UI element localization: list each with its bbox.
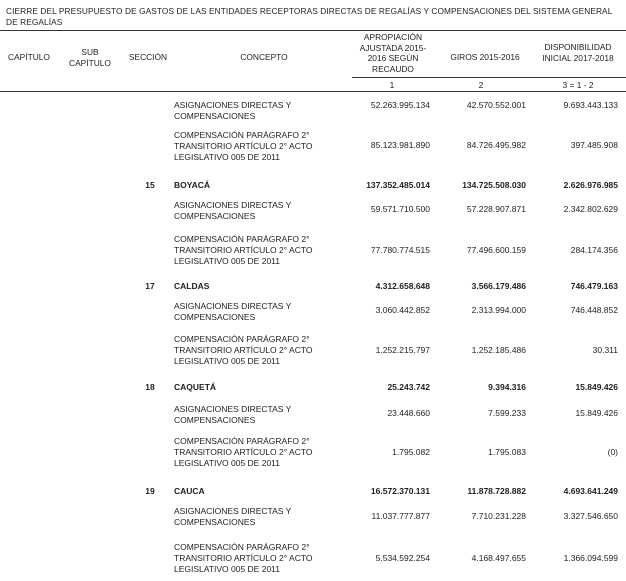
row-giros: 2.313.994.000 xyxy=(471,305,526,315)
header-num-1: 1 xyxy=(389,80,395,90)
header-seccion: SECCIÓN xyxy=(128,52,168,62)
row-apropiacion: 23.448.660 xyxy=(387,408,430,418)
row-giros: 84.726.495.982 xyxy=(466,140,526,150)
row-giros: 1.795.083 xyxy=(488,447,526,457)
header-apropiacion: APROPIACIÓN AJUSTADA 2015-2016 SEGÚN RECAUDO xyxy=(359,32,427,74)
row-disponibilidad: 2.626.976.985 xyxy=(563,180,618,190)
row-giros: 11.878.728.882 xyxy=(467,486,526,496)
row-disponibilidad: 9.693.443.133 xyxy=(563,100,618,110)
row-apropiacion: 11.037.777.877 xyxy=(371,511,430,521)
row-concepto: ASIGNACIONES DIRECTAS Y COMPENSACIONES xyxy=(174,301,292,322)
row-concepto: COMPENSACIÓN PARÁGRAFO 2° TRANSITORIO ARTÍCULO 2° ACTO LEGISLATIVO 005 DE 2011 xyxy=(174,234,313,266)
row-disponibilidad: 3.327.546.650 xyxy=(563,511,618,521)
row-seccion: 17 xyxy=(145,281,155,291)
row-giros: 42.570.552.001 xyxy=(466,100,526,110)
row-apropiacion: 1.252.215.797 xyxy=(375,345,430,355)
row-disponibilidad: 30.311 xyxy=(592,345,618,355)
row-apropiacion: 25.243.742 xyxy=(387,382,430,392)
row-disponibilidad: 746.479.163 xyxy=(570,281,618,291)
header-concepto: CONCEPTO xyxy=(240,52,288,62)
row-concepto: CALDAS xyxy=(174,281,210,291)
row-giros: 1.252.185.486 xyxy=(471,345,526,355)
row-apropiacion: 59.571.710.500 xyxy=(370,204,430,214)
row-disponibilidad: 284.174.356 xyxy=(570,245,618,255)
row-disponibilidad: 2.342.802.629 xyxy=(563,204,618,214)
row-seccion: 18 xyxy=(145,382,155,392)
row-apropiacion: 77.780.774.515 xyxy=(370,245,430,255)
header-subcapitulo: SUB CAPÍTULO xyxy=(69,47,111,68)
row-disponibilidad: 15.849.426 xyxy=(575,408,618,418)
row-apropiacion: 1.795.082 xyxy=(392,447,430,457)
row-apropiacion: 5.534.592.254 xyxy=(375,553,430,563)
row-giros: 4.168.497.655 xyxy=(471,553,526,563)
row-disponibilidad: 1.366.094.599 xyxy=(563,553,618,563)
row-seccion: 15 xyxy=(145,180,155,190)
row-giros: 134.725.508.030 xyxy=(462,180,526,190)
header-num-2: 2 xyxy=(478,80,484,90)
row-concepto: COMPENSACIÓN PARÁGRAFO 2° TRANSITORIO ARTÍCULO 2° ACTO LEGISLATIVO 005 DE 2011 xyxy=(174,542,313,574)
row-disponibilidad: 397.485.908 xyxy=(570,140,618,150)
row-apropiacion: 4.312.658.648 xyxy=(375,281,430,291)
row-concepto: ASIGNACIONES DIRECTAS Y COMPENSACIONES xyxy=(174,200,292,221)
row-apropiacion: 16.572.370.131 xyxy=(370,486,430,496)
row-apropiacion: 137.352.485.014 xyxy=(366,180,430,190)
row-giros: 77.496.600.159 xyxy=(466,245,526,255)
row-giros: 3.566.179.486 xyxy=(471,281,526,291)
row-disponibilidad: 4.693.641.249 xyxy=(563,486,618,496)
row-giros: 7.599.233 xyxy=(488,408,526,418)
row-disponibilidad: (0) xyxy=(607,447,618,457)
document-title: CIERRE DEL PRESUPUESTO DE GASTOS DE LAS ENTIDADES RECEPTORAS DIRECTAS DE REGALÍAS Y COMPENSACIONES DEL SISTEMA GENERAL DE REGALÍAS xyxy=(6,6,613,27)
row-concepto: COMPENSACIÓN PARÁGRAFO 2° TRANSITORIO ARTÍCULO 2° ACTO LEGISLATIVO 005 DE 2011 xyxy=(174,130,313,162)
row-disponibilidad: 746.448.852 xyxy=(570,305,618,315)
header-giros: GIROS 2015-2016 xyxy=(450,52,520,62)
row-disponibilidad: 15.849.426 xyxy=(575,382,618,392)
row-apropiacion: 52.263.995.134 xyxy=(370,100,430,110)
row-concepto: COMPENSACIÓN PARÁGRAFO 2° TRANSITORIO ARTÍCULO 2° ACTO LEGISLATIVO 005 DE 2011 xyxy=(174,436,313,468)
row-apropiacion: 3.060.442.852 xyxy=(375,305,430,315)
row-concepto: COMPENSACIÓN PARÁGRAFO 2° TRANSITORIO ARTÍCULO 2° ACTO LEGISLATIVO 005 DE 2011 xyxy=(174,334,313,366)
header-disponibilidad: DISPONIBILIDAD INICIAL 2017-2018 xyxy=(542,42,614,63)
row-giros: 57.228.907.871 xyxy=(466,204,526,214)
row-concepto: CAQUETÁ xyxy=(174,382,217,392)
row-apropiacion: 85.123.981.890 xyxy=(370,140,430,150)
row-concepto: ASIGNACIONES DIRECTAS Y COMPENSACIONES xyxy=(174,100,292,121)
row-seccion: 19 xyxy=(145,486,155,496)
row-concepto: CAUCA xyxy=(174,486,205,496)
table-header xyxy=(0,30,626,92)
row-concepto: BOYACÁ xyxy=(174,180,211,190)
row-concepto: ASIGNACIONES DIRECTAS Y COMPENSACIONES xyxy=(174,506,292,527)
row-giros: 9.394.316 xyxy=(488,382,526,392)
header-capitulo: CAPÍTULO xyxy=(8,52,50,62)
row-concepto: ASIGNACIONES DIRECTAS Y COMPENSACIONES xyxy=(174,404,292,425)
header-num-3: 3 = 1 - 2 xyxy=(562,80,594,90)
row-giros: 7.710.231.228 xyxy=(471,511,526,521)
